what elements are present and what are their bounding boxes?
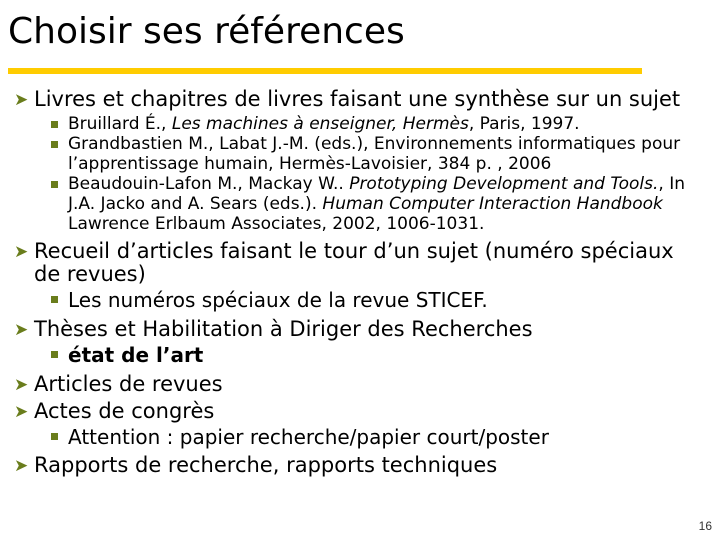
reference-editors: , In J.A. Jacko and A. Sears (eds.).	[68, 174, 686, 214]
bullet-special-issues	[14, 240, 704, 286]
slide-title: Choisir ses références	[8, 11, 405, 52]
sub-bullet-attention	[14, 423, 704, 451]
arrow-bullet-icon: ➤	[14, 375, 29, 395]
reference-title: Prototyping Development and Tools.	[349, 174, 659, 194]
bullet-books-text: Livres et chapitres de livres faisant une synthèse sur un sujet	[34, 87, 681, 111]
bullet-theses	[14, 318, 704, 341]
reference-bruillard	[14, 114, 704, 134]
reference-title: Les machines à enseigner, Hermès	[171, 114, 469, 134]
bullet-journal-articles	[14, 373, 704, 396]
square-bullet-icon	[51, 141, 58, 148]
reference-beaudouin-lafon	[14, 174, 704, 234]
square-bullet-icon	[51, 181, 58, 188]
square-bullet-icon	[51, 121, 58, 128]
square-bullet-icon	[51, 433, 58, 440]
bullet-journal-articles-text: Articles de revues	[34, 372, 223, 396]
bullet-special-issues-text: Recueil d’articles faisant le tour d’un sujet (numéro spéciaux de revues)	[34, 239, 674, 286]
bullet-reports-text: Rapports de recherche, rapports techniques	[34, 453, 498, 477]
sub-bullet-text: Les numéros spéciaux de la revue STICEF.	[68, 288, 488, 312]
reference-details: , Paris, 1997.	[468, 114, 580, 134]
sub-bullet-state-of-art	[14, 341, 704, 369]
square-bullet-icon	[51, 351, 58, 358]
arrow-bullet-icon: ➤	[14, 242, 29, 262]
arrow-bullet-icon: ➤	[14, 320, 29, 340]
reference-grandbastien	[14, 134, 704, 174]
arrow-bullet-icon: ➤	[14, 90, 29, 110]
reference-publisher: Lawrence Erlbaum Associates, 2002, 1006-1031.	[68, 214, 485, 234]
page-number: 16	[698, 519, 712, 533]
bullet-proceedings	[14, 400, 704, 423]
sub-bullet-text: état de l’art	[68, 343, 204, 367]
bullet-theses-text: Thèses et Habilitation à Diriger des Recherches	[34, 317, 533, 341]
square-bullet-icon	[51, 296, 58, 303]
title-underline	[8, 68, 642, 74]
sub-bullet-text: Attention : papier recherche/papier court/poster	[68, 425, 549, 449]
reference-author: Beaudouin-Lafon M., Mackay W..	[68, 174, 350, 194]
arrow-bullet-icon: ➤	[14, 402, 29, 422]
bullet-reports	[14, 454, 704, 477]
bullet-books	[14, 88, 704, 111]
reference-book-title: Human Computer Interaction Handbook	[322, 194, 663, 214]
bullet-proceedings-text: Actes de congrès	[34, 399, 215, 423]
reference-author: Bruillard É.,	[68, 114, 172, 134]
arrow-bullet-icon: ➤	[14, 456, 29, 476]
reference-text: Grandbastien M., Labat J.-M. (eds.), Environnements informatiques pour l’apprentissage humain, Hermès-Lavoisier, 384 p. , 2006	[68, 134, 681, 174]
bullet-list	[14, 88, 704, 477]
sub-bullet-sticef	[14, 286, 704, 314]
